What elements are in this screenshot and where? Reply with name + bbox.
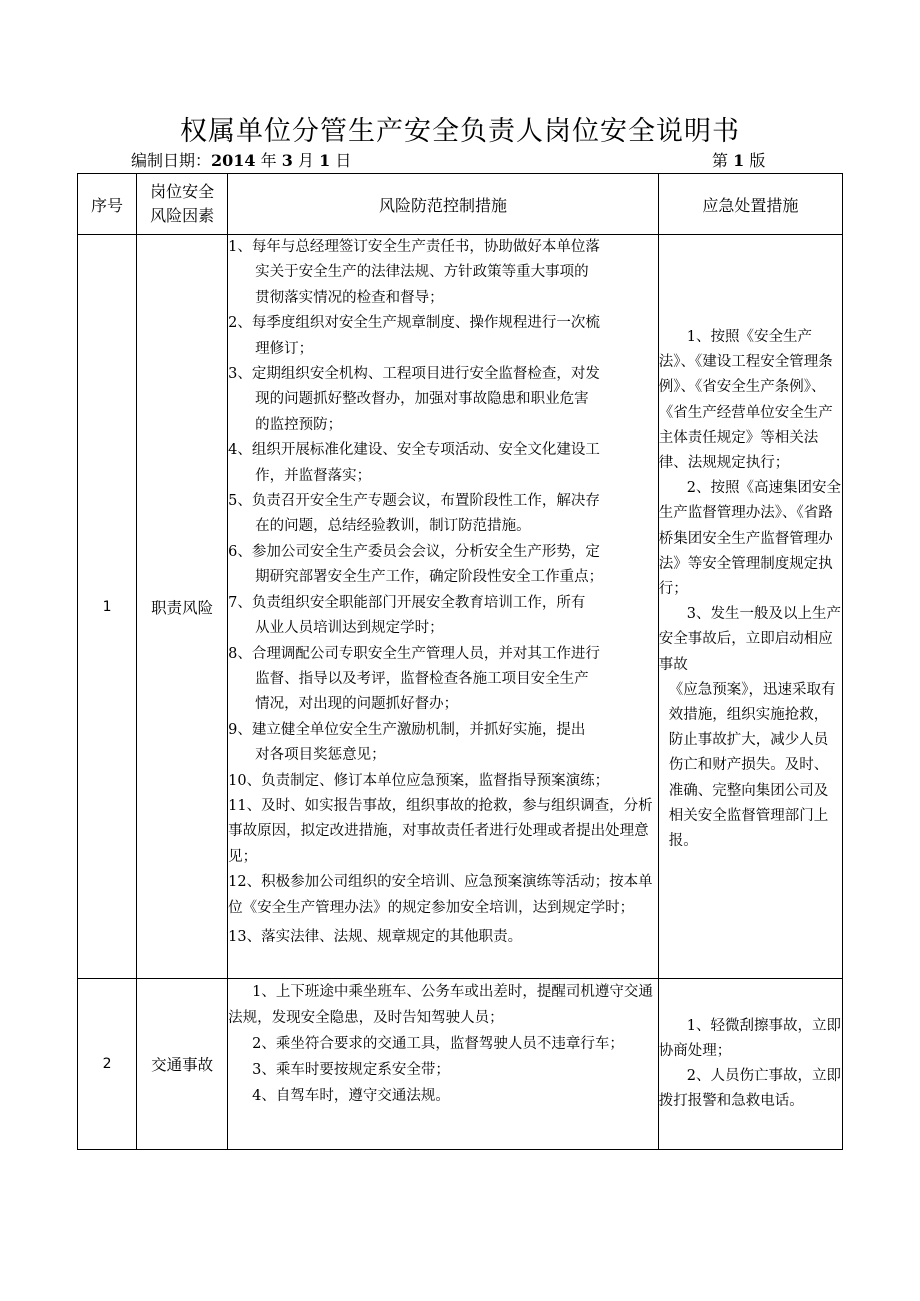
measure-item-12: 12、积极参加公司组织的安全培训、应急预案演练等活动；按本单位《安全生产管理办法》的规定参加安全培训，达到规定学时；	[228, 874, 653, 916]
measure-line: 对各项目奖惩意见；	[255, 747, 386, 764]
measure-item: 4、自驾车时，遵守交通法规。	[252, 1088, 450, 1104]
measure-item: 1、上下班途中乘坐班车、公务车或出差时，提醒司机遵守交通法规，发现安全隐患，及时告知驾驶人员；	[228, 984, 653, 1026]
measure-line: 8、合理调配公司专职安全生产管理人员，并对其工作进行	[228, 645, 600, 662]
measure-line: 期研究部署安全生产工作，确定阶段性安全工作重点；	[255, 569, 604, 586]
header-no: 序号	[78, 174, 137, 235]
measure-line: 实关于安全生产的法律法规、方针政策等重大事项的	[255, 264, 589, 281]
header-risk-line1: 岗位安全	[150, 182, 215, 201]
table-row	[78, 235, 843, 979]
measure-line: 在的问题，总结经验教训，制订防范措施。	[255, 518, 531, 535]
measure-line: 情况，对出现的问题抓好督办；	[255, 696, 459, 713]
header-row	[78, 174, 843, 235]
emergency-item-2: 2、按照《高速集团安全生产监督管理办法》、《省路桥集团安全生产监督管理办法》等安全管理制度规定执行；	[658, 480, 841, 598]
emergency-measures-cell	[658, 979, 842, 1150]
measure-item-11: 11、及时、如实报告事故，组织事故的抢救，参与组织调查，分析事故原因，拟定改进措施，对事故责任者进行处理或者提出处理意见；	[228, 797, 653, 865]
measure-line: 10、负责制定、修订本单位应急预案，监督指导预案演练；	[228, 772, 610, 789]
measure-line: 作，并监督落实；	[255, 467, 372, 484]
header-measures: 风险防范控制措施	[228, 174, 659, 235]
measure-line: 的监控预防；	[255, 416, 343, 433]
measure-line: 9、建立健全单位安全生产激励机制，并抓好实施，提出	[228, 721, 586, 738]
row-number: 2	[78, 979, 137, 1150]
header-risk	[137, 174, 228, 235]
measure-item: 3、乘车时要按规定系安全带；	[252, 1062, 450, 1078]
emergency-item-4: 《应急预案》，迅速采取有效措施，组织实施抢救，防止事故扩大，减少人员伤亡和财产损失。及时、准确、完整向集团公司及相关安全监督管理部门上报。	[668, 681, 836, 850]
row-number: 1	[78, 235, 137, 979]
date-day: 1	[319, 151, 331, 170]
version-label	[712, 150, 765, 172]
measure-line: 监督、指导以及考评，监督检查各施工项目安全生产	[255, 670, 589, 687]
measure-line: 贯彻落实情况的检查和督导；	[255, 289, 444, 306]
header-emergency: 应急处置措施	[658, 174, 842, 235]
measure-item-13: 13、落实法律、法规、规章规定的其他职责。	[228, 928, 523, 945]
emergency-item: 2、人员伤亡事故，立即拨打报警和急救电话。	[658, 1068, 841, 1110]
date-month: 3	[281, 151, 293, 170]
date-label: 编制日期：	[131, 151, 212, 170]
measure-item: 2、乘坐符合要求的交通工具，监督驾驶人员不违章行车；	[252, 1036, 624, 1052]
date-year-unit: 年	[260, 151, 277, 170]
measure-line: 1、每年与总经理签订安全生产责任书，协助做好本单位落	[228, 239, 600, 255]
emergency-item: 1、轻微刮擦事故，立即协商处理；	[658, 1017, 841, 1059]
date-month-unit: 月	[297, 151, 314, 170]
version-number: 1	[733, 151, 745, 170]
safety-table	[77, 173, 843, 1150]
measure-line: 6、参加公司安全生产委员会会议，分析安全生产形势，定	[228, 543, 600, 560]
measure-line: 7、负责组织安全职能部门开展安全教育培训工作，所有	[228, 594, 586, 611]
measure-line: 5、负责召开安全生产专题会议，布置阶段性工作，解决存	[228, 493, 600, 510]
compile-date	[131, 150, 351, 172]
emergency-item-3: 3、发生一般及以上生产安全事故后，立即启动相应事故	[658, 606, 841, 673]
emergency-measures-cell	[658, 235, 842, 979]
measure-line: 现的问题抓好整改督办，加强对事故隐患和职业危害	[255, 391, 589, 408]
version-prefix: 第	[712, 151, 729, 170]
measure-line: 2、每季度组织对安全生产规章制度、操作规程进行一次梳	[228, 315, 600, 332]
date-day-unit: 日	[335, 151, 352, 170]
measure-line: 从业人员培训达到规定学时；	[255, 620, 444, 637]
risk-measures-cell	[228, 979, 659, 1150]
risk-measures-cell	[228, 235, 659, 979]
document-title: 权属单位分管生产安全负责人岗位安全说明书	[180, 116, 740, 147]
emergency-item-1: 1、按照《安全生产法》、《建设工程安全管理条例》、《省安全生产条例》、《省生产经营单位安全生产主体责任规定》等相关法律、法规规定执行；	[658, 329, 833, 472]
measure-line: 理修订；	[255, 340, 314, 357]
table-row	[78, 979, 843, 1150]
measure-line: 3、定期组织安全机构、工程项目进行安全监督检查，对发	[228, 366, 600, 383]
risk-factor: 职责风险	[137, 235, 228, 979]
version-suffix: 版	[749, 151, 766, 170]
header-risk-line2: 风险因素	[150, 206, 215, 225]
risk-factor: 交通事故	[137, 979, 228, 1150]
measure-line: 4、组织开展标准化建设、安全专项活动、安全文化建设工	[228, 442, 600, 459]
date-year: 2014	[211, 151, 256, 170]
